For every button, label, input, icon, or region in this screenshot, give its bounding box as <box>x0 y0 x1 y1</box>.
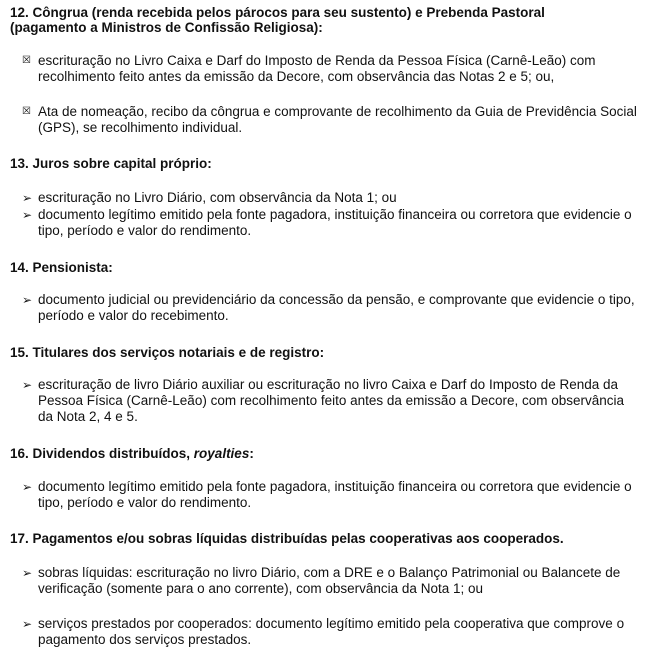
section-13-title: 13. Juros sobre capital próprio: <box>10 156 212 171</box>
section-16-item-1: ➢ documento legítimo emitido pela fonte pagadora, instituição financeira ou corretora que evidencie o tipo, período e valor do rendimento. <box>22 479 632 510</box>
arrow-bullet-icon: ➢ <box>22 480 33 494</box>
arrow-bullet-icon: ➢ <box>22 617 33 631</box>
section-13-item-2: ➢ documento legítimo emitido pela fonte pagadora, instituição financeira ou corretora que evidencie o tipo, período e valor do rendimento. <box>22 207 632 238</box>
arrow-bullet-icon: ➢ <box>22 208 33 222</box>
arrow-bullet-icon: ➢ <box>22 566 33 580</box>
section-17-item-2: ➢ serviços prestados por cooperados: documento legítimo emitido pela cooperativa que comprove o pagamento dos serviços prestados. <box>22 616 625 647</box>
arrow-bullet-icon: ➢ <box>22 293 33 307</box>
section-15-item-1: ➢ escrituração de livro Diário auxiliar ou escrituração no livro Caixa e Darf do Imposto de Renda da Pessoa Física (Carnê-Leão) com recolhimento feito antes da emissão a Decore, com observância da Nota 2, 4 e 5. <box>22 377 625 424</box>
arrow-bullet-icon: ➢ <box>22 191 33 205</box>
section-12-item-1: ☒ escrituração no Livro Caixa e Darf do Imposto de Renda da Pessoa Física (Carnê-Leão) com recolhimento feito antes da emissão da Decore, com observância das Notas 2 e 5; ou, <box>22 53 596 84</box>
section-12-item-2: ☒ Ata de nomeação, recibo da côngrua e comprovante de recolhimento da Guia de Previdência Social (GPS), se recolhimento individual. <box>22 104 637 135</box>
checkbox-icon: ☒ <box>22 106 31 117</box>
section-12-subtitle: (pagamento a Ministros de Confissão Religiosa): <box>10 20 323 35</box>
checkbox-icon: ☒ <box>22 55 31 66</box>
section-17-title: 17. Pagamentos e/ou sobras líquidas distribuídas pelas cooperativas aos cooperados. <box>10 531 564 546</box>
section-16-title: 16. Dividendos distribuídos, royalties: <box>10 446 254 461</box>
royalties-italic: royalties <box>193 446 250 461</box>
section-15-title: 15. Titulares dos serviços notariais e de registro: <box>10 345 325 360</box>
section-12-title: 12. Côngrua (renda recebida pelos párocos para seu sustento) e Prebenda Pastoral (pagamento a Ministros de Confissão Religiosa): <box>10 5 650 35</box>
section-14-title: 14. Pensionista: <box>10 260 113 275</box>
arrow-bullet-icon: ➢ <box>22 378 33 392</box>
section-17-item-1: ➢ sobras líquidas: escrituração no livro Diário, com a DRE e o Balanço Patrimonial ou Balancete de verificação (somente para o ano corrente), com observância da Nota 1; ou <box>22 565 621 596</box>
section-13-item-1: ➢ escrituração no Livro Diário, com observância da Nota 1; ou <box>22 190 397 205</box>
section-14-item-1: ➢ documento judicial ou previdenciário da concessão da pensão, e comprovante que evidencie o tipo, período e valor do recebimento. <box>22 292 635 323</box>
